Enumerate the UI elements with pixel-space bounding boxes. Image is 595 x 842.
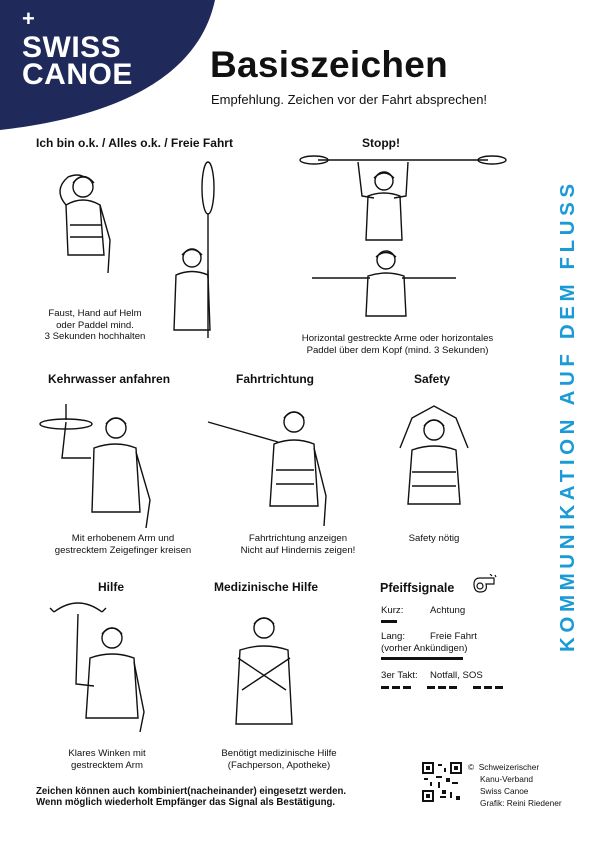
- footer-note: [36, 786, 346, 808]
- pfeiff-kurz-label: Kurz:: [381, 605, 404, 616]
- signal-bar-sos: [403, 686, 411, 689]
- signal-stopp-title: Stopp!: [362, 136, 400, 150]
- figure-fahrtrichtung: [204, 400, 344, 530]
- credit-line: Grafik: Reini Riedener: [480, 798, 562, 808]
- caption-line: gestrecktem Zeigefinger kreisen: [54, 544, 192, 556]
- signal-bar-sos: [381, 686, 389, 689]
- figure-hilfe: [40, 594, 160, 734]
- signal-medizinisch-title: Medizinische Hilfe: [214, 580, 319, 594]
- page-title: Basiszeichen: [210, 44, 449, 85]
- caption-line: Benötigt medizinische Hilfe: [221, 748, 337, 759]
- signal-bar-sos: [473, 686, 481, 689]
- logo-line-1: SWISS: [22, 31, 122, 64]
- signal-bar-sos: [427, 686, 435, 689]
- signal-safety-caption: [394, 533, 474, 545]
- figure-safety: [382, 396, 487, 511]
- credit-line: Swiss Canoe: [480, 786, 529, 796]
- figure-medizinisch: [222, 610, 307, 730]
- figure-stopp-arms: [308, 248, 458, 318]
- caption-line: oder Paddel mind.: [56, 319, 134, 331]
- signal-ok-caption: [30, 308, 160, 343]
- caption-line: Paddel über dem Kopf (mind. 3 Sekunden): [306, 344, 489, 356]
- pfeiff-lang-label: Lang:: [381, 631, 406, 642]
- logo-line-2: CANOE: [22, 58, 133, 91]
- caption-line: gestrecktem Arm: [71, 759, 143, 771]
- pfeiff-lang-meaning: Freie Fahrt: [430, 631, 477, 642]
- logo-plus-icon: +: [22, 6, 35, 31]
- swiss-canoe-logo: [22, 31, 133, 91]
- figure-stopp-paddle: [298, 148, 508, 248]
- caption-line: Horizontal gestreckte Arme oder horizontales: [301, 333, 494, 344]
- signal-bar-short: [381, 620, 397, 623]
- signal-hilfe-caption: [42, 748, 172, 771]
- caption-line: Faust, Hand auf Helm: [48, 308, 142, 319]
- credit-line-1: [468, 761, 562, 773]
- caption-line: Fahrtrichtung anzeigen: [248, 533, 348, 544]
- caption-line: 3 Sekunden hochhalten: [44, 331, 146, 342]
- signal-bar-sos: [484, 686, 492, 689]
- signal-safety-title: Safety: [414, 372, 451, 386]
- side-banner-text: KOMMUNIKATION AUF DEM FLUSS: [556, 179, 579, 652]
- pfeiff-sos-label: 3er Takt:: [381, 670, 418, 681]
- signal-stopp-caption: [290, 333, 505, 356]
- caption-line: Mit erhobenem Arm und: [71, 533, 175, 544]
- pfeiff-title: Pfeiffsignale: [380, 581, 455, 595]
- qr-code[interactable]: [422, 762, 462, 802]
- footer-line: Wenn möglich wiederholt Empfänger das Signal als Bestätigung.: [36, 797, 336, 808]
- figure-ok-paddle: [170, 160, 230, 340]
- credits: [468, 761, 562, 809]
- caption-line: Safety nötig: [408, 533, 460, 544]
- whistle-icon: [470, 574, 498, 596]
- signal-hilfe-title: Hilfe: [98, 580, 125, 594]
- signal-medizinisch-caption: [204, 748, 354, 771]
- pfeiff-sos-meaning: Notfall, SOS: [430, 670, 483, 681]
- signal-bar-sos: [392, 686, 400, 689]
- signal-kehrwasser-caption: [38, 533, 208, 556]
- figure-kehrwasser: [36, 400, 166, 530]
- signal-fahrtrichtung-title: Fahrtrichtung: [236, 372, 314, 386]
- pfeiff-kurz-meaning: Achtung: [430, 605, 466, 616]
- page-subtitle: Empfehlung. Zeichen vor der Fahrt absprechen!: [211, 92, 488, 107]
- caption-line: (Fachperson, Apotheke): [227, 759, 331, 771]
- footer-line: Zeichen können auch kombiniert(nacheinander) eingesetzt werden.: [36, 786, 347, 797]
- credit-line: Kanu-Verband: [480, 774, 534, 784]
- caption-line: Nicht auf Hindernis zeigen!: [240, 544, 356, 556]
- side-banner: [528, 52, 579, 652]
- credit-org: Schweizerischer: [478, 762, 540, 772]
- signal-kehrwasser-title: Kehrwasser anfahren: [48, 372, 171, 386]
- copyright-icon: ©: [468, 762, 475, 772]
- figure-ok-helmet: [38, 165, 138, 290]
- pfeiff-lang-sub: (vorher Ankündigen): [381, 643, 468, 654]
- signal-bar-long: [381, 657, 463, 660]
- signal-bar-sos: [495, 686, 503, 689]
- signal-bar-sos: [449, 686, 457, 689]
- signal-bar-sos: [438, 686, 446, 689]
- signal-ok-title: Ich bin o.k. / Alles o.k. / Freie Fahrt: [36, 136, 233, 150]
- signal-fahrtrichtung-caption: [228, 533, 368, 556]
- caption-line: Klares Winken mit: [68, 748, 146, 759]
